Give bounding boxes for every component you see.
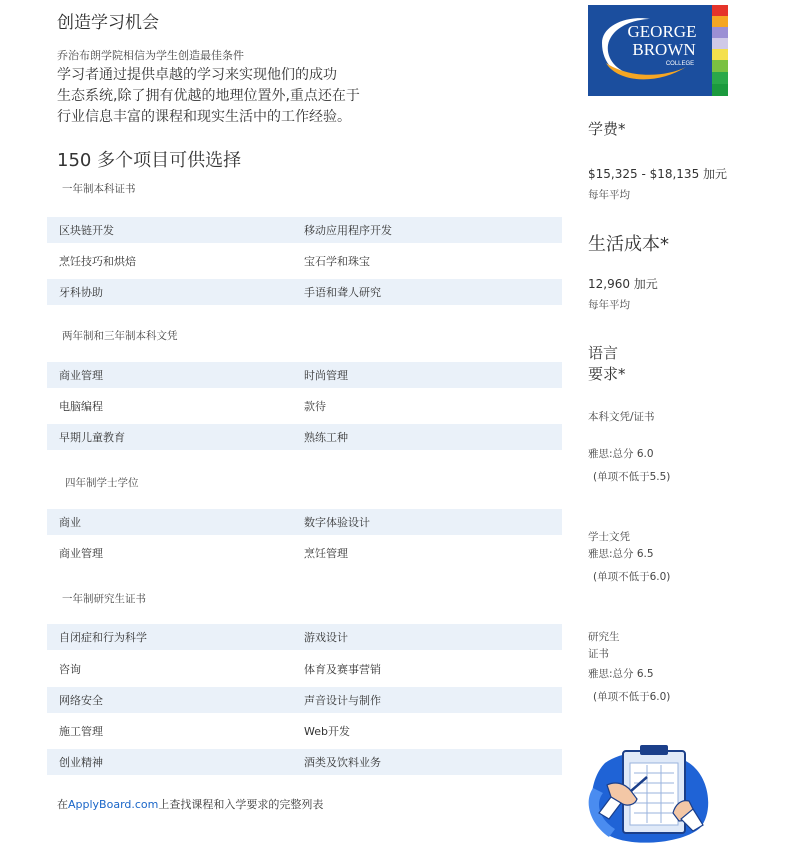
logo-text-brown: BROWN [632, 40, 696, 59]
program-name: 数字体验设计 [304, 516, 370, 529]
category-label: 两年制和三年制本科文凭 [62, 330, 178, 342]
program-name: 烹饪技巧和烘焙 [59, 255, 136, 268]
living-cost-heading: 生活成本* [588, 234, 669, 255]
program-name: 区块链开发 [59, 224, 114, 237]
george-brown-logo [588, 5, 728, 96]
logo-text-george: GEORGE [627, 22, 697, 41]
program-name: 商业 [59, 516, 81, 529]
table-row [47, 540, 562, 566]
program-name: Web开发 [304, 725, 350, 738]
program-name: 烹饪管理 [304, 547, 348, 560]
ielts-min: (单项不低于5.5) [593, 471, 671, 483]
tuition-note: 每年平均 [588, 189, 630, 201]
logo-text-college: COLLEGE [665, 61, 695, 67]
program-name: 牙科协助 [59, 286, 103, 299]
program-name: 自闭症和行为科学 [59, 631, 147, 644]
intro-line: 行业信息丰富的课程和现实生活中的工作经验。 [57, 109, 351, 125]
living-cost-note: 每年平均 [588, 299, 630, 311]
ielts-score: 雅思:总分 6.5 [588, 668, 654, 680]
intro-line: 学习者通过提供卓越的学习来实现他们的成功 [57, 67, 337, 83]
footer-suffix: 上查找课程和入学要求的完整列表 [158, 798, 324, 811]
language-group-label: 本科文凭/证书 [588, 411, 655, 423]
ielts-score: 雅思:总分 6.5 [588, 548, 654, 560]
ielts-min: (单项不低于6.0) [593, 571, 671, 583]
program-name: 施工管理 [59, 725, 103, 738]
language-heading [588, 343, 626, 385]
tuition-value: $15,325 - $18,135 加元 [588, 167, 728, 181]
program-name: 电脑编程 [59, 400, 103, 413]
intro-tagline: 乔治布朗学院相信为学生创造最佳条件 [57, 49, 244, 62]
program-name: 款待 [304, 400, 326, 413]
ielts-score: 雅思:总分 6.0 [588, 448, 654, 460]
table-row [47, 424, 562, 450]
category-label: 一年制本科证书 [62, 183, 136, 195]
language-heading-line: 要求* [588, 365, 626, 383]
table-row [47, 656, 562, 682]
language-group-label: 学士文凭 [588, 531, 630, 543]
program-name: 咨询 [59, 663, 81, 676]
page-title: 创造学习机会 [57, 13, 159, 33]
living-cost-value: 12,960 加元 [588, 277, 658, 291]
program-name: 手语和聋人研究 [304, 286, 381, 299]
language-group-label-line: 证书 [588, 648, 609, 660]
intro-line: 生态系统,除了拥有优越的地理位置外,重点还在于 [57, 88, 360, 104]
ielts-min: (单项不低于6.0) [593, 691, 671, 703]
category-label: 一年制研究生证书 [62, 593, 146, 605]
program-name: 创业精神 [59, 756, 103, 769]
language-heading-line: 语言 [588, 344, 619, 362]
footer-note [57, 796, 323, 812]
program-name: 早期儿童教育 [59, 431, 125, 444]
table-row [47, 718, 562, 744]
table-row [47, 749, 562, 775]
table-row [47, 393, 562, 419]
program-name: 酒类及饮料业务 [304, 756, 381, 769]
table-row [47, 279, 562, 305]
table-row [47, 509, 562, 535]
program-name: 游戏设计 [304, 631, 348, 644]
table-row [47, 362, 562, 388]
program-name: 移动应用程序开发 [304, 224, 392, 237]
program-name: 时尚管理 [304, 369, 348, 382]
program-name: 商业管理 [59, 369, 103, 382]
program-name: 声音设计与制作 [304, 694, 381, 707]
clipboard-illustration [585, 733, 715, 848]
table-row [47, 624, 562, 650]
tuition-heading: 学费* [588, 120, 626, 138]
programs-heading: 150 多个项目可供选择 [57, 150, 242, 171]
program-name: 熟练工种 [304, 431, 348, 444]
program-name: 商业管理 [59, 547, 103, 560]
table-row [47, 248, 562, 274]
program-name: 宝石学和珠宝 [304, 255, 370, 268]
language-group-label [588, 629, 620, 663]
intro-paragraph [57, 65, 377, 128]
program-name: 体育及赛事营销 [304, 663, 381, 676]
table-row [47, 217, 562, 243]
table-row [47, 687, 562, 713]
footer-prefix: 在 [57, 798, 68, 811]
category-label: 四年制学士学位 [65, 477, 139, 489]
language-group-label-line: 研究生 [588, 631, 620, 643]
program-name: 网络安全 [59, 694, 103, 707]
applyboard-link[interactable]: ApplyBoard.com [68, 798, 159, 811]
